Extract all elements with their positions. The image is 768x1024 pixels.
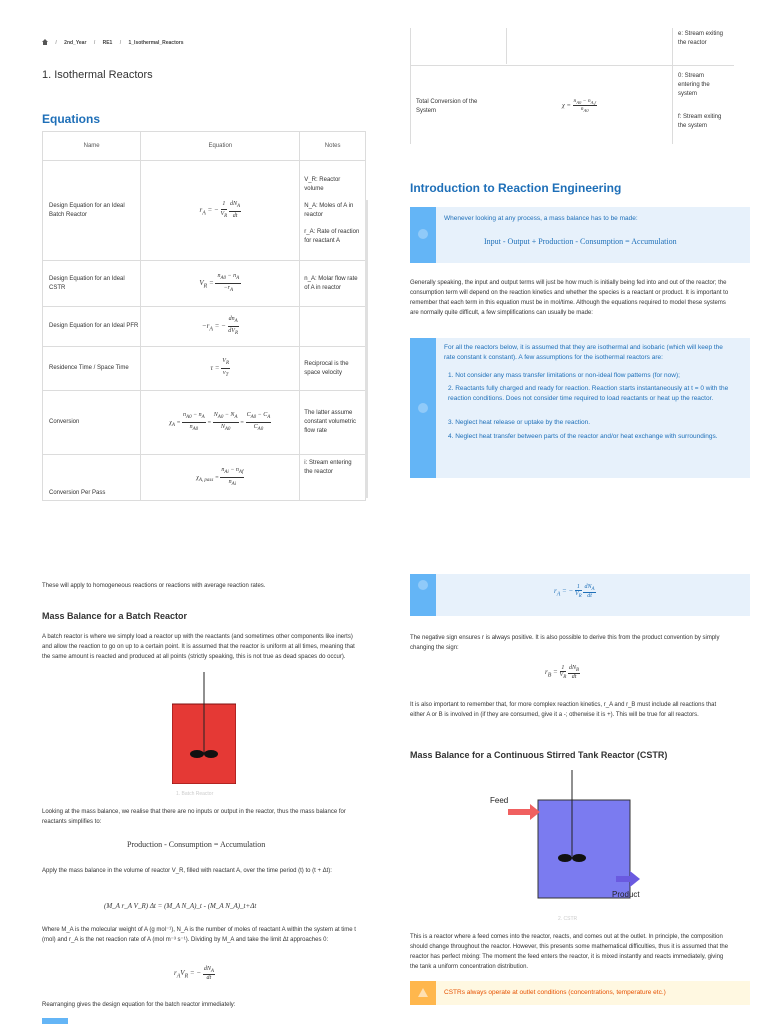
row-note: The latter assume constant volumetric flow rate	[304, 410, 356, 434]
row-note: V_R: Reactor volume	[304, 176, 341, 192]
equations-table-wrap	[42, 131, 366, 501]
table-row	[43, 347, 366, 391]
row-note: 0: Stream entering the system	[678, 73, 710, 97]
assumption-item: 1. Not consider any mass transfer limitations or non-ideal flow patterns (for now);	[448, 372, 680, 379]
assumptions-callout	[410, 338, 750, 478]
row-name: Design Equation for an Ideal PFR	[49, 323, 139, 329]
row-name: Design Equation for an Ideal Batch Reactor	[49, 202, 125, 218]
cstr-diagram	[486, 770, 656, 910]
rate-callout	[410, 574, 750, 616]
row-name: Residence Time / Space Time	[49, 365, 129, 371]
batch-paragraph-5: Rearranging gives the design equation for the batch reactor immediately:	[42, 1002, 236, 1008]
sign-paragraph: The negative sign ensures r is always positive. It is also possible to derive this from the product convention by simply changing the sign:	[410, 635, 720, 651]
info-icon	[418, 580, 428, 590]
row-note: N_A: Moles of A in reactor	[304, 202, 354, 218]
table-continued	[410, 28, 734, 144]
breadcrumb-separator: /	[55, 40, 57, 46]
row-name: Total Conversion of the System	[416, 99, 478, 114]
row-equation: $\chi_{A, pass}$ = $n_{Ai} - n_{Af}$ $n_{Ai}$	[141, 455, 300, 501]
table-row	[43, 455, 366, 501]
product-arrow-head	[630, 871, 640, 887]
row-name: Conversion	[49, 419, 80, 425]
kinetics-paragraph: It is also important to remember that, for more complex reaction kinetics, r_A and r_B must include all reactions that either A or B is involved in (if they are consumed, give it a -; otherwise it is +). This will be true for all reactors.	[410, 702, 717, 718]
table-row	[43, 307, 366, 347]
row-equation: $V_R$ = $\frac{n_{A0} - n_A}{-r_A}$	[141, 261, 300, 307]
batch-paragraph-4: Where M_A is the molecular weight of A (g mol⁻¹), N_A is the number of moles of reactant A within the system at time t (mol) and r_A is the net reaction rate of A (mol m⁻³ s⁻¹). Dividing by M_A and take the limit Δt approaches 0:	[42, 927, 356, 943]
home-icon[interactable]	[42, 39, 48, 45]
callout-equation: $r_A$ = − $\frac{1}{V_R}$ $dN_A$ dt	[554, 584, 595, 600]
row-equation: $-r_A$ = − $dn_A$ $dV_R$	[141, 307, 300, 347]
equations-heading: Equations	[42, 112, 101, 126]
table-row	[43, 161, 366, 261]
product-rate-equation: $r_B$ = $\frac{1}{V_R}$ $dN_B$ dt	[545, 665, 580, 681]
cstr-tank	[538, 800, 630, 898]
row-note: Reciprocal is the space velocity	[304, 360, 349, 376]
row-equation: $\chi_A$ = $\frac{n_{A0} - n_A}{n_{A0}}$ = $\frac{N_{A0} - N_A}{N_{A0}}$ = $\frac{C_{A0} - C_A}{C_{A0}}$	[141, 391, 300, 455]
product-label: Product	[612, 890, 640, 899]
assumption-item: 2. Reactants fully charged and ready for reaction. Reaction starts instantaneously at t = 0 with the reaction conditions. Does not consider time required to load reactants or heat up the reactor.	[448, 385, 729, 402]
feed-arrow-body	[508, 809, 530, 815]
batch-paragraph-3: Apply the mass balance in the volume of reactor V_R, filled with reactant A, over the time period (t) to (t + Δt):	[42, 868, 332, 874]
batch-reactor-diagram	[172, 672, 236, 784]
stirrer-blade	[204, 750, 218, 758]
row-note: i: Stream entering the reactor	[304, 460, 352, 475]
row-equation: τ = $\frac{V_R}{v_T}$	[141, 347, 300, 391]
row-name: Design Equation for an Ideal CSTR	[49, 275, 125, 291]
assumption-item: 4. Neglect heat transfer between parts of the reactor and/or heat exchange with surroundings.	[448, 433, 718, 440]
cstr-paragraph: This is a reactor where a feed comes into the reactor, reacts, and comes out at the outlet. In principle, the composition should change throughout the reactor. However, this presents some mathematical difficulties, thus it is assumed that the reactor has perfect mixing: The moment the feed enters the reactor, it is mixed instantly and reacts immediately, giving the tank a uniform concentration distribution.	[410, 934, 729, 970]
equations-table	[42, 131, 366, 501]
breadcrumb-separator: /	[119, 40, 122, 46]
column-header-notes: Notes	[300, 132, 366, 161]
batch-heading: Mass Balance for a Batch Reactor	[42, 611, 188, 621]
column-header-equation: Equation	[141, 132, 300, 161]
batch-paragraph-2: Looking at the mass balance, we realise that there are no inputs or output in the reactor, thus the mass balance for reactants simplifies to:	[42, 809, 346, 825]
batch-caption: 1. Batch Reactor	[176, 791, 214, 797]
row-note: e: Stream exiting the reactor	[678, 31, 724, 46]
table-row	[43, 261, 366, 307]
assumption-item: 3. Neglect heat release or uptake by the reaction.	[448, 419, 591, 426]
intro-heading: Introduction to Reaction Engineering	[410, 181, 622, 195]
warning-text: CSTRs always operate at outlet conditions (concentrations, temperature etc.)	[444, 989, 666, 996]
batch-paragraph-1: A batch reactor is where we simply load a reactor up with the reactants (and sometimes other components like inerts) and allow the reaction to go on up to a certain point. It is assumed that the reactor is uniform at all times, meaning that the same amount is reacted and produced at all points (strictly speaking, this is not true as dead spaces do occur).	[42, 634, 355, 660]
row-note: r_A: Rate of reaction for reactant A	[304, 228, 360, 244]
stirrer-blade	[190, 750, 204, 758]
batch-equation-3: $r_AV_R$ = − $dN_A$ dt	[174, 966, 214, 982]
callout-equation: Input - Output + Production - Consumption = Accumulation	[484, 237, 677, 246]
column-header-name: Name	[43, 132, 141, 161]
row-note: n_A: Molar flow rate of A in reactor	[304, 275, 358, 291]
breadcrumb	[42, 38, 184, 48]
breadcrumb-item-page[interactable]: 1_Isothermal_Reactors	[128, 40, 184, 46]
stirrer-blade	[572, 854, 586, 862]
batch-equation-2: (M_A r_A V_R) Δt = (M_A N_A)_t - (M_A N_A)_t+Δt	[104, 902, 257, 910]
cstr-heading: Mass Balance for a Continuous Stirred Tank Reactor (CSTR)	[410, 750, 668, 760]
row-equation: $r_A$ = − $\frac{1}{V_R}$ $dN_A$ dt	[141, 161, 300, 261]
info-icon	[418, 229, 428, 239]
row-name: Conversion Per Pass	[49, 490, 106, 496]
feed-label: Feed	[490, 796, 509, 805]
intro-paragraph: Generally speaking, the input and output terms will just be how much is initially being fed into and out of the reactor; the consumption term will depend on the reaction kinetics and whether the species is a reactant or product. It is important to remember that each term in this equation must be in mol/time. Although the equations required to model these systems are normally quite difficult, a few simplifications can usually be made:	[410, 280, 729, 316]
row-equation: χ = $\frac{n_{A0} - n_{A,f}}{n_{A0}}$	[562, 98, 596, 114]
callout-text: Whenever looking at any process, a mass balance has to be made:	[444, 215, 638, 222]
page-title: 1. Isothermal Reactors	[42, 69, 153, 81]
info-icon	[418, 403, 428, 413]
stirrer-blade	[558, 854, 572, 862]
mass-balance-callout	[410, 207, 750, 263]
table-scrollbar[interactable]	[365, 200, 368, 498]
product-arrow-body	[616, 876, 632, 882]
cstr-caption: 2. CSTR	[558, 916, 578, 922]
callout-stub	[42, 1018, 68, 1024]
callout-text: For all the reactors below, it is assumed that they are isothermal and isobaric (which will keep the rate constant k constant). A few assumptions for the isothermal reactors are:	[444, 344, 723, 361]
outlet-warning-callout	[410, 981, 750, 1005]
batch-intro-line: These will apply to homogeneous reactions or reactions with average reaction rates.	[42, 583, 266, 589]
table-row	[43, 391, 366, 455]
breadcrumb-item-course[interactable]: RE1	[102, 40, 113, 46]
row-note: f: Stream exiting the system	[678, 114, 722, 129]
breadcrumb-separator: /	[93, 40, 96, 46]
batch-equation-1: Production - Consumption = Accumulation	[127, 840, 266, 849]
warning-icon	[418, 988, 428, 997]
breadcrumb-item-year[interactable]: 2nd_Year	[64, 40, 87, 46]
